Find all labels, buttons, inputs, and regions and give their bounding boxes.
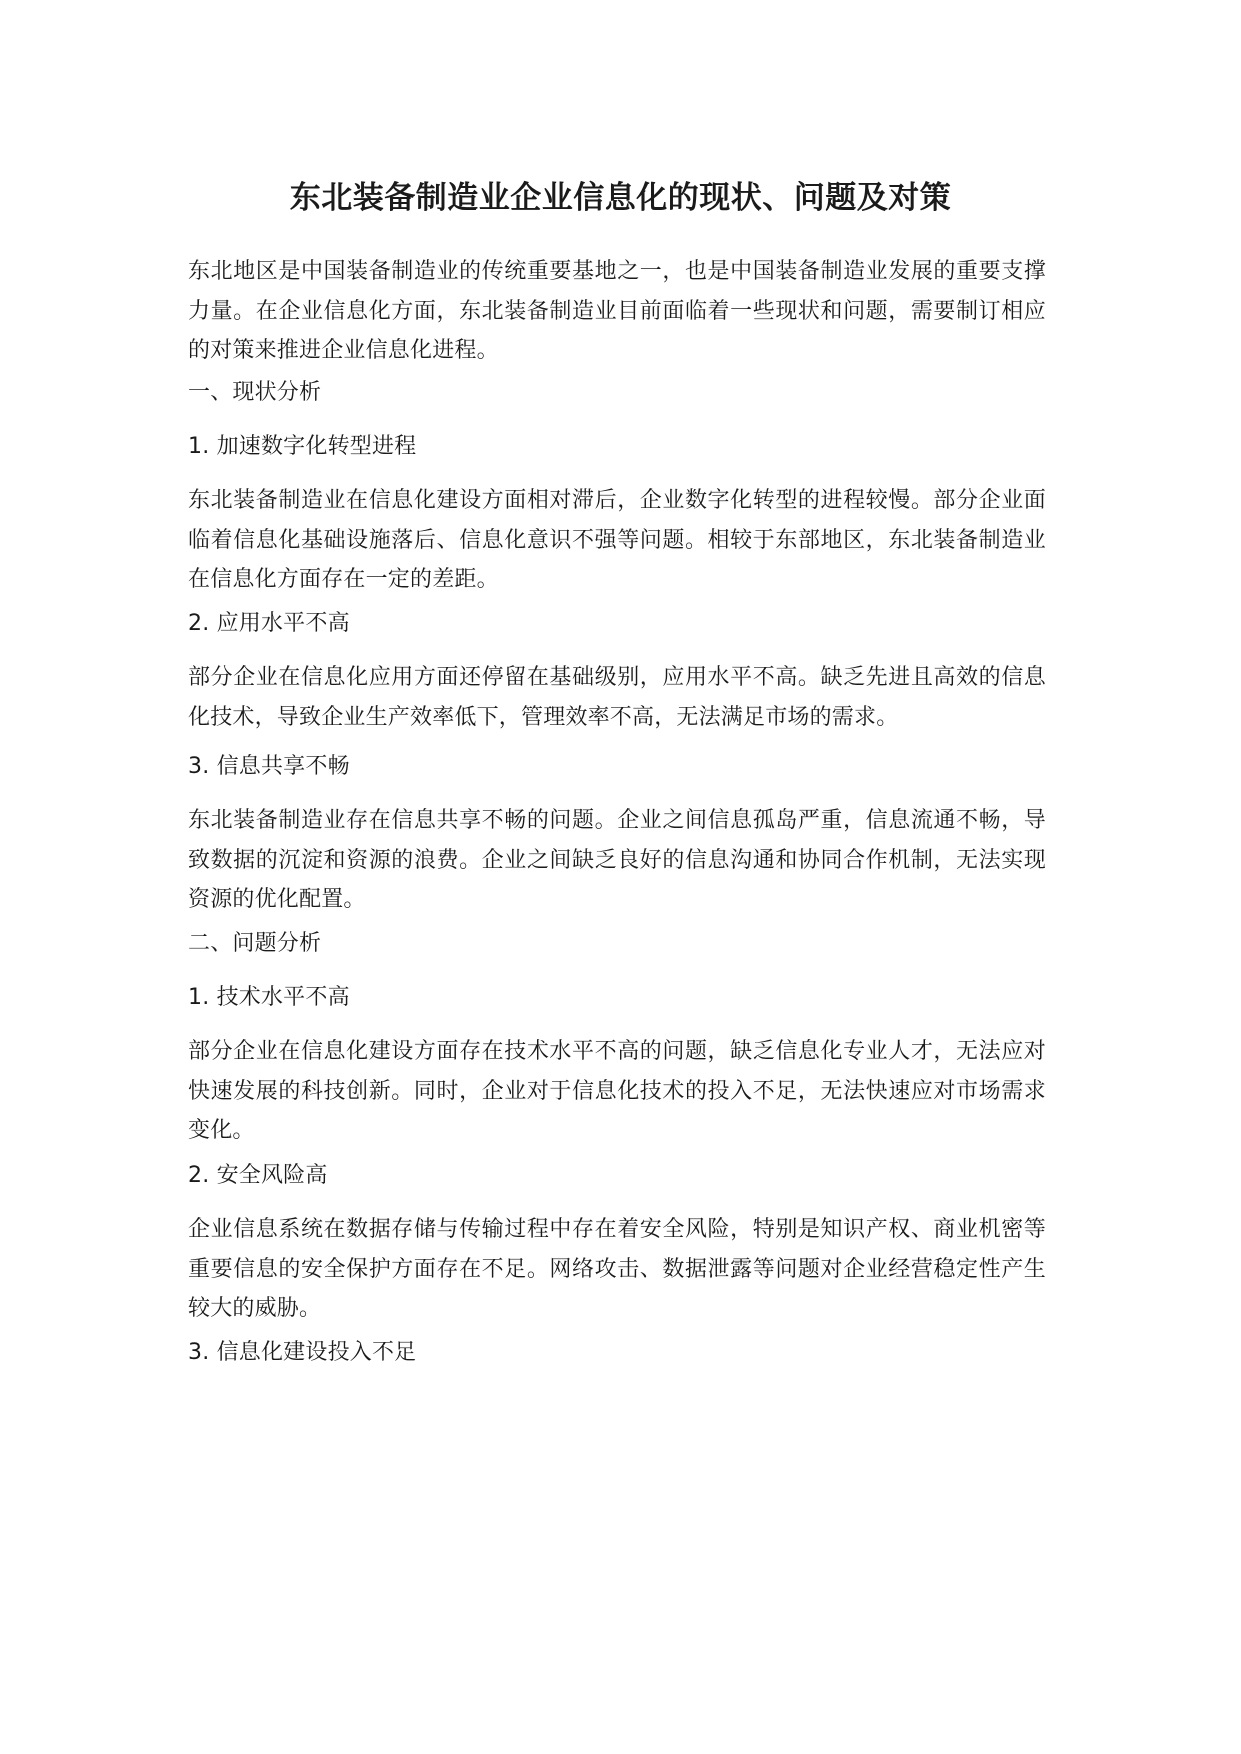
- paragraph-application-level: 部分企业在信息化应用方面还停留在基础级别，应用水平不高。缺乏先进且高效的信息化技术，导致企业生产效率低下，管理效率不高，无法满足市场的需求。: [188, 665, 1046, 730]
- intro-paragraph: 东北地区是中国装备制造业的传统重要基地之一，也是中国装备制造业发展的重要支撑力量。在企业信息化方面，东北装备制造业目前面临着一些现状和问题，需要制订相应的对策来推进企业信息化进程。: [188, 259, 1046, 363]
- subheading-information-sharing: 3. 信息共享不畅: [188, 754, 350, 779]
- subheading-technical-level: 1. 技术水平不高: [188, 985, 350, 1010]
- subheading-application-level: 2. 应用水平不高: [188, 611, 350, 636]
- paragraph-technical-level: 部分企业在信息化建设方面存在技术水平不高的问题，缺乏信息化专业人才，无法应对快速发展的科技创新。同时，企业对于信息化技术的投入不足，无法快速应对市场需求变化。: [188, 1039, 1046, 1143]
- subheading-investment: 3. 信息化建设投入不足: [188, 1340, 417, 1365]
- subheading-digital-transformation: 1. 加速数字化转型进程: [188, 434, 417, 459]
- paragraph-information-sharing: 东北装备制造业存在信息共享不畅的问题。企业之间信息孤岛严重，信息流通不畅，导致数据的沉淀和资源的浪费。企业之间缺乏良好的信息沟通和协同合作机制，无法实现资源的优化配置。: [188, 808, 1046, 912]
- section-heading-problems: 二、问题分析: [188, 931, 322, 956]
- document-title: 东北装备制造业企业信息化的现状、问题及对策: [289, 180, 952, 216]
- paragraph-digital-transformation: 东北装备制造业在信息化建设方面相对滞后，企业数字化转型的进程较慢。部分企业面临着信息化基础设施落后、信息化意识不强等问题。相较于东部地区，东北装备制造业在信息化方面存在一定的差距。: [188, 488, 1046, 592]
- section-heading-status: 一、现状分析: [188, 380, 322, 405]
- paragraph-security-risk: 企业信息系统在数据存储与传输过程中存在着安全风险，特别是知识产权、商业机密等重要信息的安全保护方面存在不足。网络攻击、数据泄露等问题对企业经营稳定性产生较大的威胁。: [188, 1217, 1046, 1321]
- subheading-security-risk: 2. 安全风险高: [188, 1163, 328, 1188]
